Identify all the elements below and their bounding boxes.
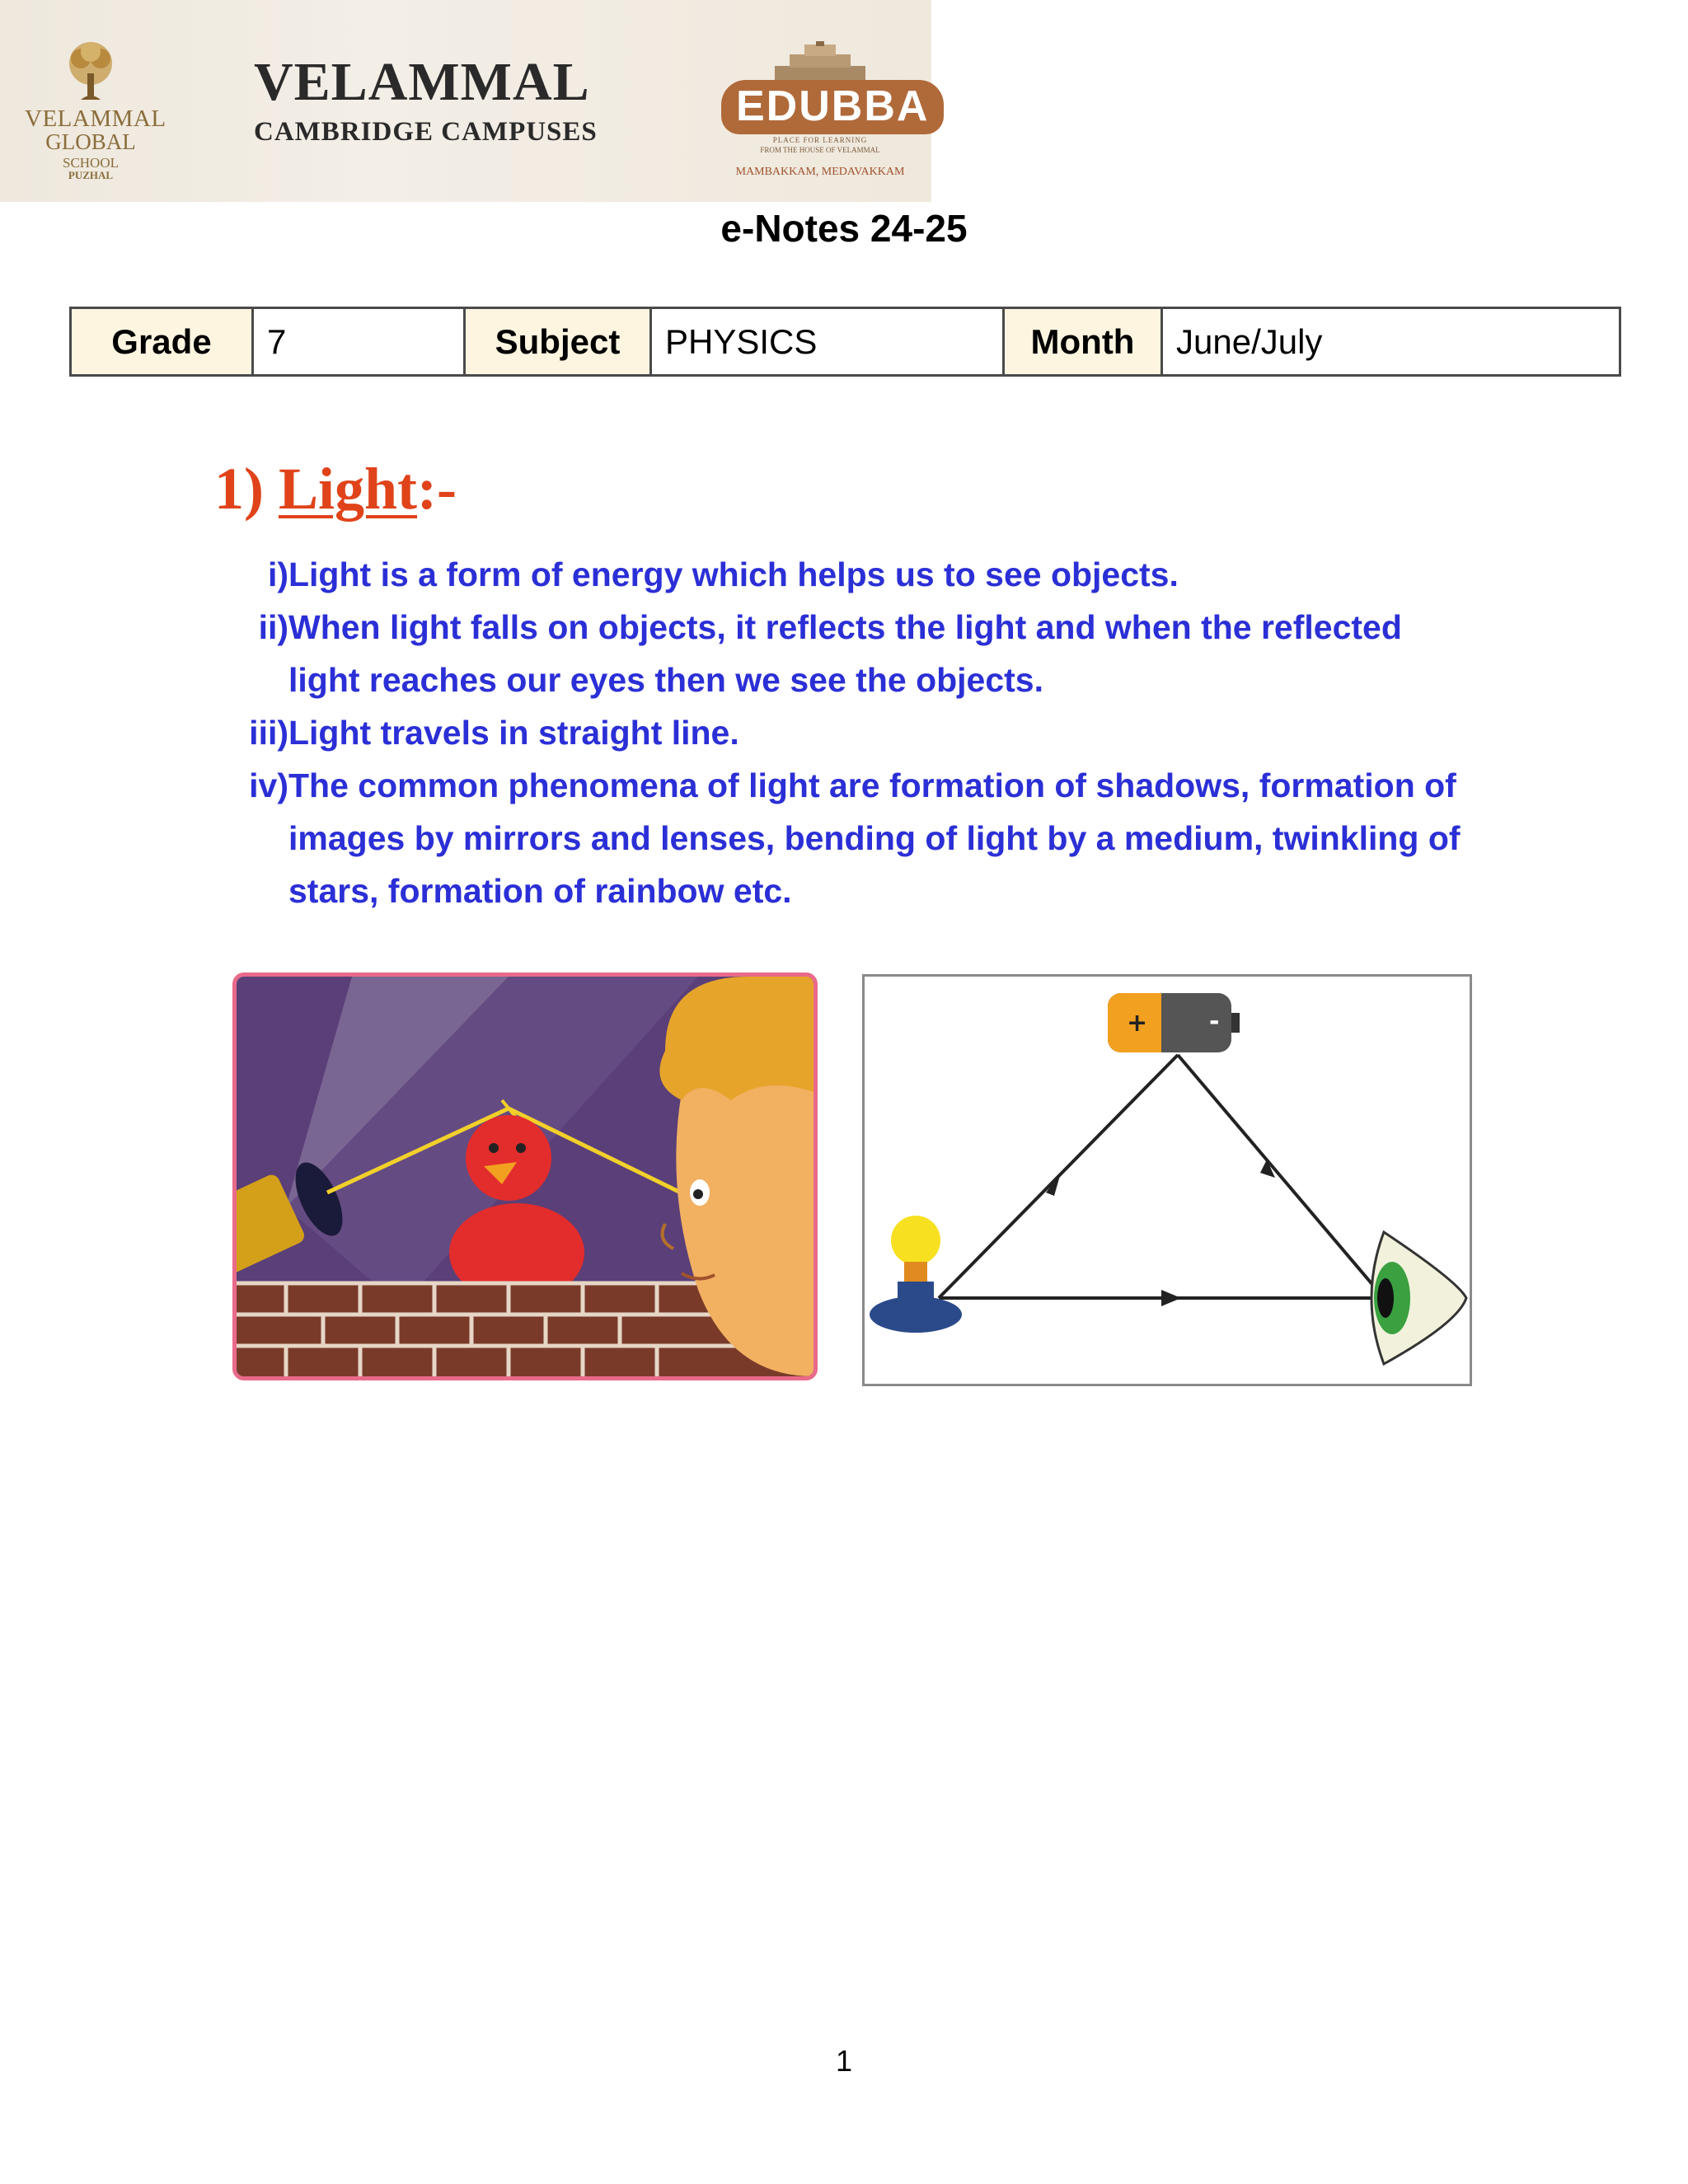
month-value: June/July xyxy=(1162,308,1620,376)
page-number: 1 xyxy=(835,2044,853,2078)
brand-subtitle: CAMBRIDGE CAMPUSES xyxy=(254,117,598,147)
light-bulb-icon xyxy=(870,1216,962,1333)
edubba-wordmark: EDUBBA xyxy=(721,80,944,134)
list-item-text: When light falls on objects, it reflects the light and when the reflected light reaches our eyes then we see the objects. xyxy=(288,608,1402,699)
light-path-diagram xyxy=(862,974,1472,1386)
velammal-global-school-logo xyxy=(25,37,166,181)
battery-icon xyxy=(1108,993,1240,1052)
grade-value: 7 xyxy=(253,308,465,376)
school-logo-line4: PUZHAL xyxy=(68,169,114,181)
edubba-locations: MAMBAKKAM, MEDAVAKKAM xyxy=(735,166,905,178)
info-table-row xyxy=(71,308,1620,376)
document-title: e-Notes 24-25 xyxy=(720,207,968,250)
light-points-list xyxy=(231,548,1467,917)
header-banner xyxy=(0,0,931,202)
edubba-logo xyxy=(721,41,930,179)
section-suffix: :- xyxy=(417,456,457,522)
school-logo-line1: VELAMMAL xyxy=(25,105,166,132)
section-title: Light xyxy=(278,456,418,522)
list-item-number: iii) xyxy=(249,714,288,752)
list-item xyxy=(231,548,1467,601)
eye-icon xyxy=(1372,1232,1466,1364)
list-item-number: ii) xyxy=(258,608,288,646)
info-table xyxy=(69,307,1621,377)
grade-label: Grade xyxy=(71,308,253,376)
list-item xyxy=(231,759,1467,917)
section-number: 1) xyxy=(214,456,264,522)
subject-label: Subject xyxy=(465,308,651,376)
month-label: Month xyxy=(1004,308,1162,376)
list-item-text: Light travels in straight line. xyxy=(288,714,739,752)
list-item-number: i) xyxy=(267,555,288,593)
brand-title: VELAMMAL xyxy=(254,52,590,112)
section-heading xyxy=(214,455,457,523)
list-item-text: The common phenomena of light are formation of shadows, formation of images by mirrors and lenses, bending of light by a medium, twinkling of stars, formation of rainbow etc. xyxy=(288,766,1461,910)
ziggurat-icon xyxy=(758,41,882,81)
tree-icon xyxy=(58,37,124,103)
school-logo-line3: SCHOOL xyxy=(62,155,119,171)
svg-text:-: - xyxy=(1209,1007,1220,1036)
list-item xyxy=(231,706,1467,759)
list-item-text: Light is a form of energy which helps us to see objects. xyxy=(288,555,1179,593)
flashlight-reflection-illustration xyxy=(232,972,818,1380)
svg-text:+: + xyxy=(1127,1009,1148,1038)
list-item-number: iv) xyxy=(249,766,288,804)
subject-value: PHYSICS xyxy=(651,308,1004,376)
list-item xyxy=(231,601,1467,706)
school-logo-line2: GLOBAL xyxy=(45,129,136,154)
edubba-house: FROM THE HOUSE OF VELAMMAL xyxy=(760,146,880,154)
edubba-tagline: PLACE FOR LEARNING xyxy=(772,136,868,144)
